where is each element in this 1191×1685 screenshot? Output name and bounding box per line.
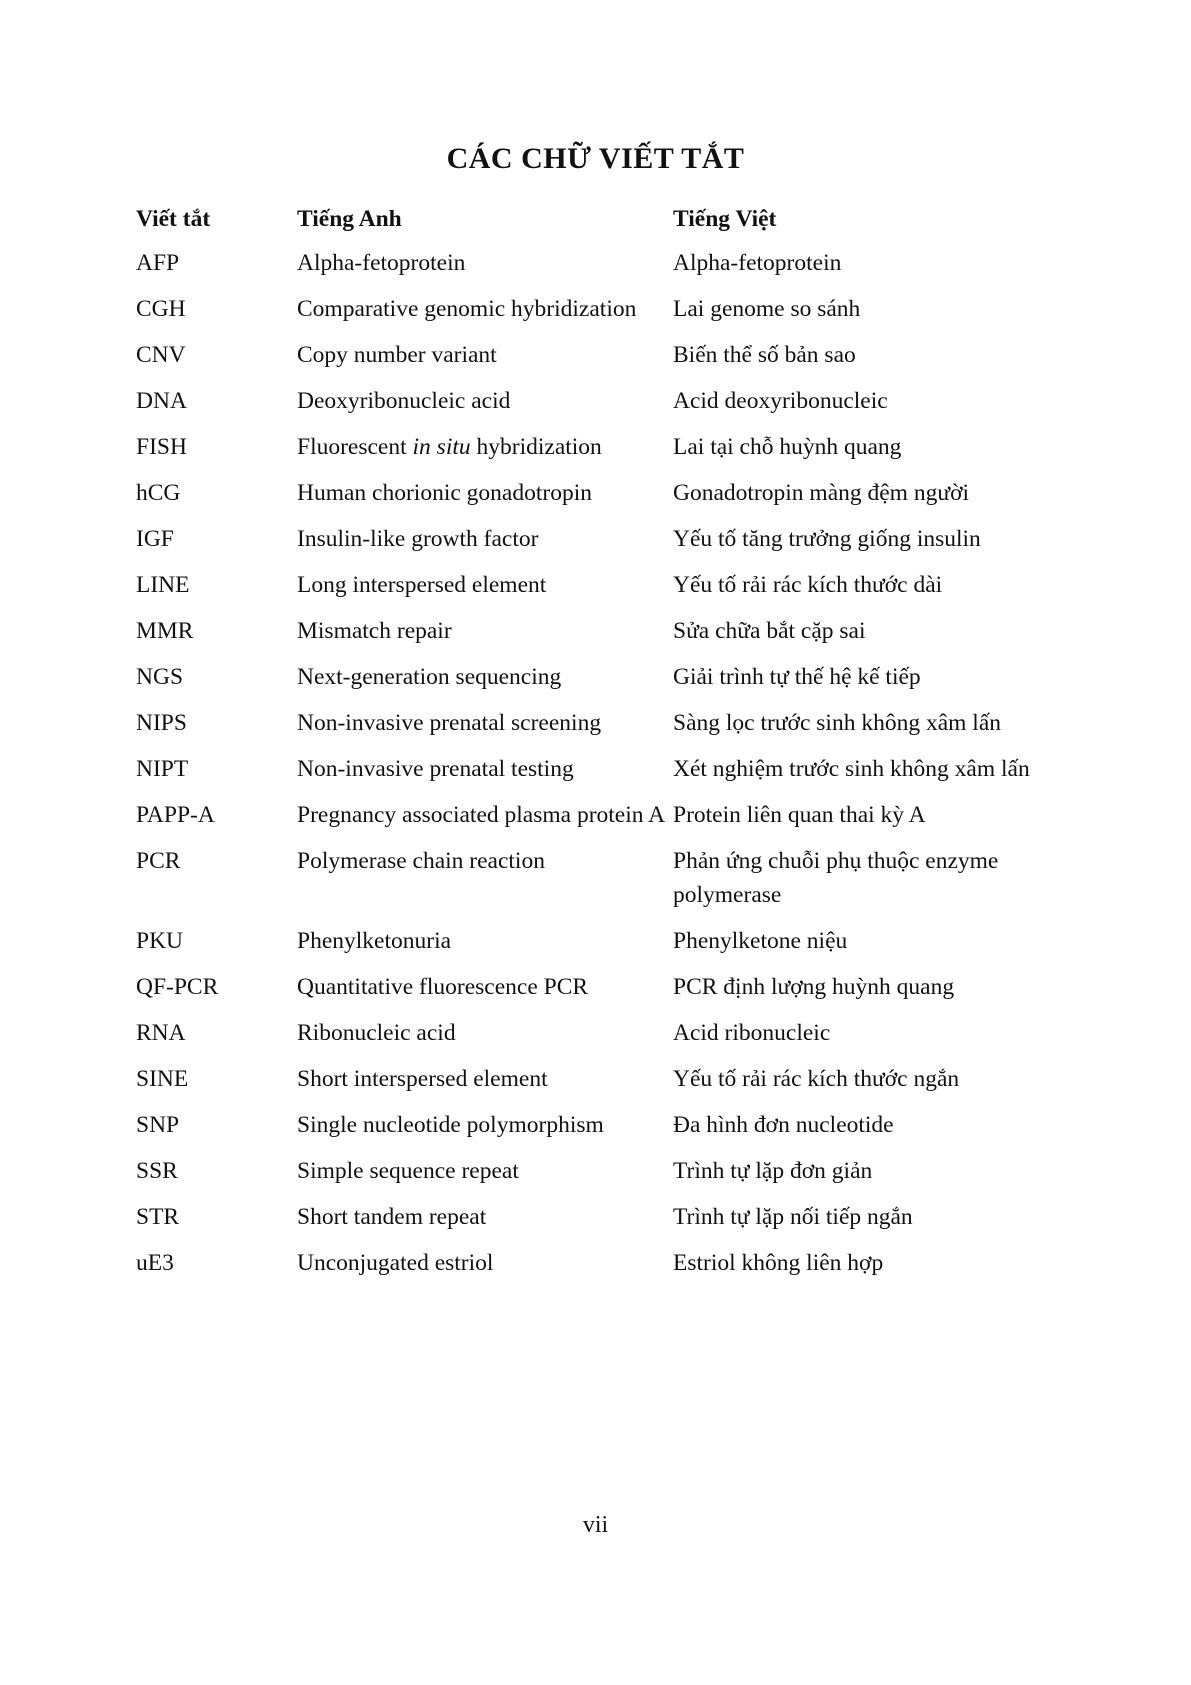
vietnamese-cell: PCR định lượng huỳnh quang <box>673 974 955 1000</box>
table-row <box>136 706 1076 740</box>
abbreviation-cell: NIPT <box>136 756 189 782</box>
english-italic-text: in situ <box>412 434 471 460</box>
english-cell: Comparative genomic hybridization <box>297 296 637 322</box>
english-cell: Long interspersed element <box>297 572 547 598</box>
english-text: Fluorescent <box>297 434 413 460</box>
vietnamese-cell: Acid deoxyribonucleic <box>673 388 888 414</box>
table-row <box>136 522 1076 556</box>
table-row <box>136 1200 1076 1234</box>
english-cell: Deoxyribonucleic acid <box>297 388 511 414</box>
abbreviation-cell: NIPS <box>136 710 187 736</box>
english-cell: Next-generation sequencing <box>297 664 562 690</box>
english-cell: Unconjugated estriol <box>297 1250 494 1276</box>
english-cell: Alpha-fetoprotein <box>297 250 466 276</box>
abbreviation-cell: MMR <box>136 618 194 644</box>
english-cell: Polymerase chain reaction <box>297 848 545 874</box>
table-row <box>136 798 1076 832</box>
english-cell: Human chorionic gonadotropin <box>297 480 592 506</box>
english-cell: Insulin-like growth factor <box>297 526 539 552</box>
abbreviation-cell: STR <box>136 1204 180 1230</box>
english-cell: Quantitative fluorescence PCR <box>297 974 589 1000</box>
table-row <box>136 246 1076 280</box>
table-row <box>136 1062 1076 1096</box>
abbreviation-cell: IGF <box>136 526 174 552</box>
english-cell: Short interspersed element <box>297 1066 548 1092</box>
vietnamese-cell: Yếu tố tăng trưởng giống insulin <box>673 526 981 552</box>
vietnamese-cell: Sàng lọc trước sinh không xâm lấn <box>673 710 1002 736</box>
abbreviation-cell: PCR <box>136 848 181 874</box>
vietnamese-cell: Trình tự lặp đơn giản <box>673 1158 873 1184</box>
abbreviation-table <box>136 202 1076 1292</box>
vietnamese-cell: Trình tự lặp nối tiếp ngắn <box>673 1204 913 1230</box>
abbreviation-cell: CNV <box>136 342 186 368</box>
vietnamese-cell: Lai genome so sánh <box>673 296 861 322</box>
abbreviation-cell: FISH <box>136 434 187 460</box>
english-cell: Non-invasive prenatal screening <box>297 710 602 736</box>
table-row <box>136 844 1076 912</box>
english-cell: Phenylketonuria <box>297 928 452 954</box>
vietnamese-cell: Sửa chữa bắt cặp sai <box>673 618 866 644</box>
vietnamese-cell: Yếu tố rải rác kích thước dài <box>673 572 943 598</box>
table-row <box>136 568 1076 602</box>
vietnamese-cell: Acid ribonucleic <box>673 1020 831 1046</box>
table-row <box>136 924 1076 958</box>
vietnamese-cell: Phản ứng chuỗi phụ thuộc enzyme polymerase <box>673 848 999 908</box>
english-cell: Pregnancy associated plasma protein A <box>297 802 666 828</box>
english-cell: Short tandem repeat <box>297 1204 487 1230</box>
table-row <box>136 384 1076 418</box>
abbreviation-cell: PKU <box>136 928 184 954</box>
vietnamese-cell: Xét nghiệm trước sinh không xâm lấn <box>673 756 1030 782</box>
table-row <box>136 752 1076 786</box>
table-row <box>136 1154 1076 1188</box>
table-row <box>136 614 1076 648</box>
abbreviation-cell: PAPP-A <box>136 802 215 828</box>
vietnamese-cell: Alpha-fetoprotein <box>673 250 842 276</box>
abbreviation-cell: uE3 <box>136 1250 174 1276</box>
abbreviation-cell: QF-PCR <box>136 974 219 1000</box>
english-cell <box>297 430 673 464</box>
english-cell: Single nucleotide polymorphism <box>297 1112 604 1138</box>
abbreviation-cell: NGS <box>136 664 184 690</box>
vietnamese-cell: Giải trình tự thế hệ kế tiếp <box>673 664 921 690</box>
abbreviation-cell: hCG <box>136 480 181 506</box>
table-row <box>136 476 1076 510</box>
header-vietnamese: Tiếng Việt <box>673 206 777 232</box>
page-number: vii <box>582 1512 609 1538</box>
english-cell: Simple sequence repeat <box>297 1158 519 1184</box>
abbreviation-cell: SINE <box>136 1066 189 1092</box>
abbreviation-cell: SNP <box>136 1112 180 1138</box>
english-text: hybridization <box>470 434 602 460</box>
vietnamese-cell: Đa hình đơn nucleotide <box>673 1112 894 1138</box>
vietnamese-cell: Gonadotropin màng đệm người <box>673 480 970 506</box>
abbreviation-cell: CGH <box>136 296 186 322</box>
english-cell: Non-invasive prenatal testing <box>297 756 574 782</box>
table-row <box>136 1108 1076 1142</box>
abbreviation-cell: RNA <box>136 1020 186 1046</box>
english-cell: Mismatch repair <box>297 618 452 644</box>
table-row <box>136 430 1076 464</box>
table-row <box>136 660 1076 694</box>
table-row <box>136 970 1076 1004</box>
table-row <box>136 1246 1076 1280</box>
abbreviation-cell: AFP <box>136 250 180 276</box>
vietnamese-cell: Phenylketone niệu <box>673 928 848 954</box>
page-title: CÁC CHỮ VIẾT TẮT <box>446 142 745 175</box>
abbreviation-cell: SSR <box>136 1158 178 1184</box>
english-cell: Ribonucleic acid <box>297 1020 456 1046</box>
vietnamese-cell: Lai tại chỗ huỳnh quang <box>673 434 902 460</box>
header-abbreviation: Viết tắt <box>136 206 211 232</box>
table-header-row <box>136 202 1076 236</box>
vietnamese-cell: Biến thể số bản sao <box>673 342 856 368</box>
table-row <box>136 1016 1076 1050</box>
abbreviation-cell: LINE <box>136 572 190 598</box>
table-row <box>136 338 1076 372</box>
table-row <box>136 292 1076 326</box>
abbreviation-cell: DNA <box>136 388 187 414</box>
vietnamese-cell: Protein liên quan thai kỳ A <box>673 802 926 828</box>
header-english: Tiếng Anh <box>297 206 402 232</box>
english-cell: Copy number variant <box>297 342 497 368</box>
vietnamese-cell: Yếu tố rải rác kích thước ngắn <box>673 1066 960 1092</box>
vietnamese-cell: Estriol không liên hợp <box>673 1250 884 1276</box>
